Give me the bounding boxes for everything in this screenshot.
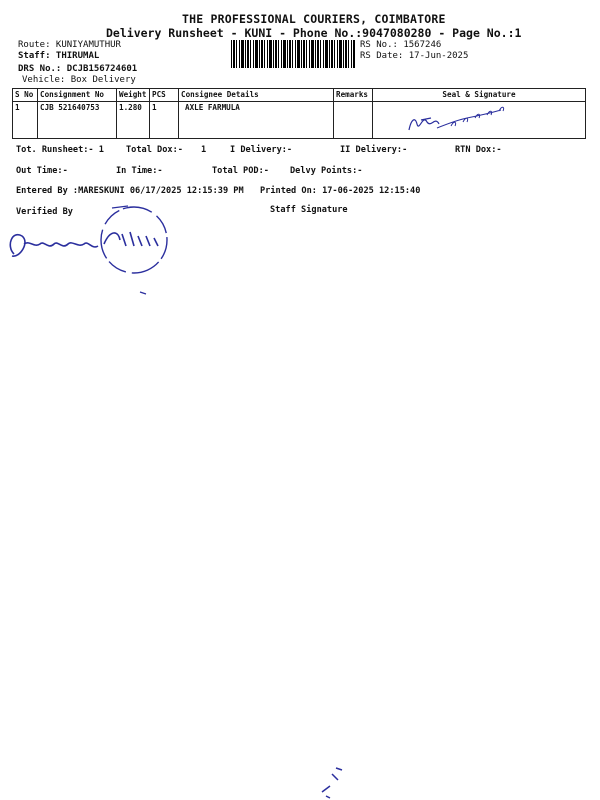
total-dox-label: Total Dox:- — [126, 145, 183, 155]
cell-pcs: 1 — [150, 102, 179, 139]
cell-remarks — [334, 102, 373, 139]
out-time: Out Time:- — [16, 166, 68, 176]
vehicle-label: Vehicle: Box Delivery — [22, 75, 136, 85]
col-consignee: Consignee Details — [179, 89, 334, 102]
route-label: Route: KUNIYAMUTHUR — [18, 40, 121, 50]
tot-runsheet: Tot. Runsheet:- 1 — [16, 145, 104, 155]
staff-signature: Staff Signature — [270, 205, 348, 215]
handwritten-signature — [401, 102, 531, 136]
in-time: In Time:- — [116, 166, 163, 176]
cell-sno: 1 — [13, 102, 38, 139]
barcode — [231, 40, 355, 68]
table-header-row — [13, 89, 586, 102]
verifier-signature-stamp — [0, 200, 180, 300]
runsheet-table — [12, 88, 586, 139]
staff-label: Staff: THIRUMAL — [18, 51, 100, 61]
verified-by: Verified By — [16, 207, 73, 217]
i-delivery: I Delivery:- — [230, 145, 293, 155]
rs-date: RS Date: 17-Jun-2025 — [360, 51, 469, 61]
rtn-dox: RTN Dox:- — [455, 145, 502, 155]
runsheet-subtitle: Delivery Runsheet - KUNI - Phone No.:9047080280 - Page No.:1 — [106, 26, 522, 40]
delvy-points: Delvy Points:- — [290, 166, 363, 176]
rs-number: RS No.: 1567246 — [360, 40, 442, 50]
printed-on: Printed On: 17-06-2025 12:15:40 — [260, 186, 421, 196]
drs-number: DRS No.: DCJB156724601 — [18, 64, 138, 74]
entered-by: Entered By :MARESKUNI 06/17/2025 12:15:39 PM — [16, 186, 244, 196]
cell-consignee — [179, 102, 334, 139]
ink-mark — [312, 760, 352, 800]
cell-weight: 1.280 — [117, 102, 150, 139]
col-remarks: Remarks — [334, 89, 373, 102]
cell-seal-signature — [373, 102, 586, 139]
col-pcs: PCS — [150, 89, 179, 102]
consignee-name: AXLE FARMULA — [185, 103, 240, 112]
col-sno: S No — [13, 89, 38, 102]
table-row — [13, 102, 586, 139]
ii-delivery: II Delivery:- — [340, 145, 408, 155]
col-consignment: Consignment No — [38, 89, 117, 102]
total-pod: Total POD:- — [212, 166, 269, 176]
col-weight: Weight — [117, 89, 150, 102]
cell-consignment: CJB 521640753 — [38, 102, 117, 139]
document-title: THE PROFESSIONAL COURIERS, COIMBATORE — [182, 12, 446, 26]
total-dox-value: 1 — [201, 145, 207, 155]
col-seal: Seal & Signature — [373, 89, 586, 102]
